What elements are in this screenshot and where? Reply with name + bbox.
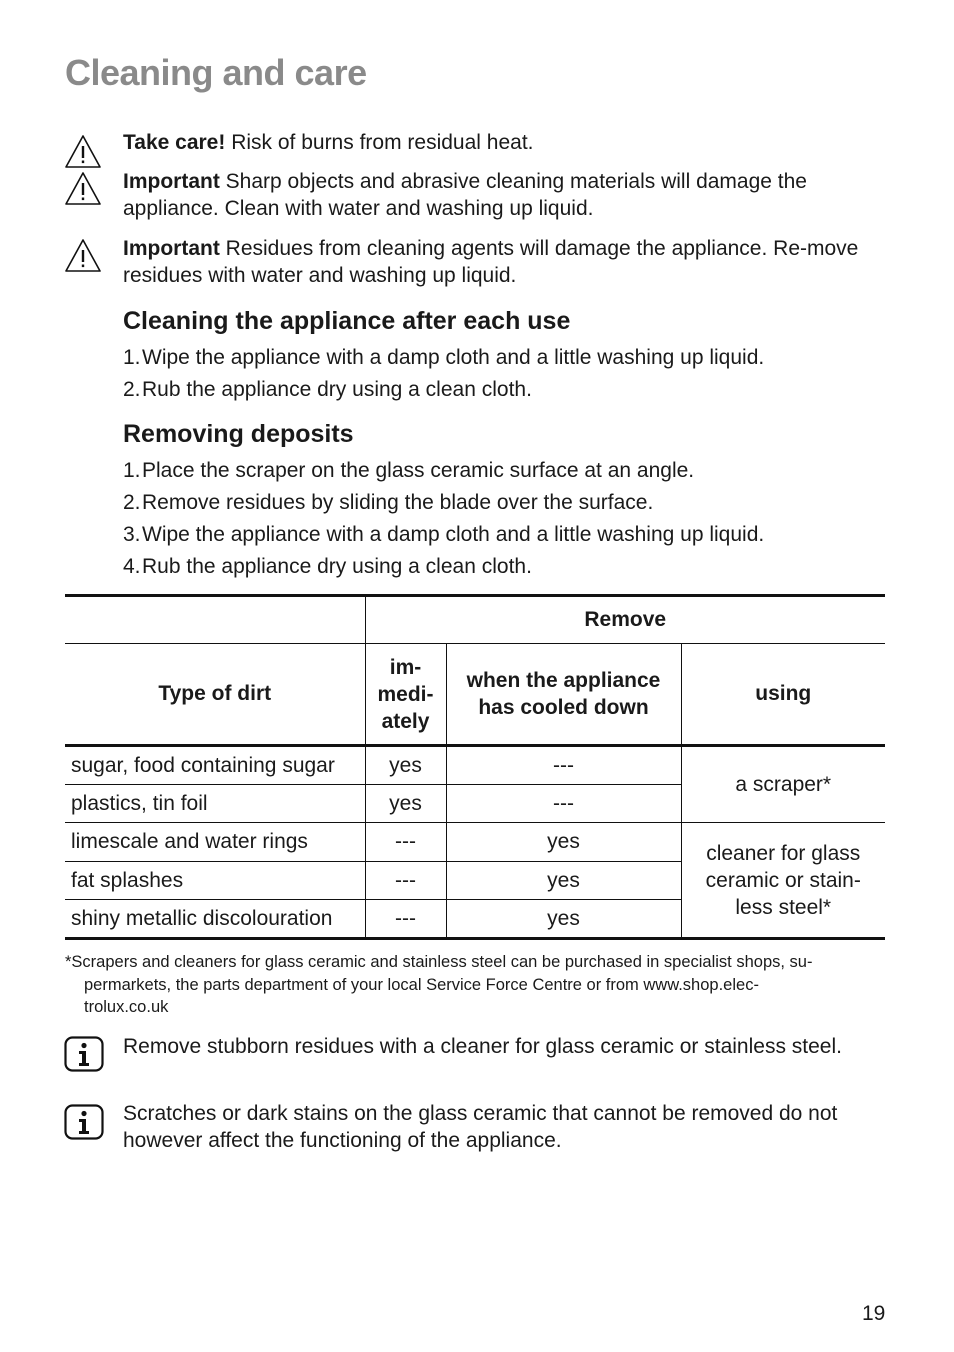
cell-cooled: yes (446, 900, 681, 939)
cell-dirt: plastics, tin foil (71, 791, 208, 815)
info-icon (64, 1036, 104, 1072)
section-heading: Cleaning the appliance after each use (123, 307, 571, 335)
cell-immediately: yes (365, 785, 446, 823)
info-icon (64, 1104, 104, 1140)
cell-dirt: sugar, food containing sugar (71, 753, 335, 777)
column-header-type: Type of dirt (158, 682, 272, 705)
list-item: 2.Remove residues by sliding the blade over the surface. (123, 491, 654, 514)
column-header-cooled: when the appliance has cooled down (446, 644, 681, 746)
cell-dirt: fat splashes (71, 868, 184, 892)
list-item: 4.Rub the appliance dry using a clean cloth. (123, 555, 532, 578)
cleaning-table (65, 594, 885, 940)
page-title: Cleaning and care (65, 52, 367, 93)
table-row (65, 746, 885, 785)
remove-group-header: Remove (365, 596, 885, 644)
list-item: 2.Rub the appliance dry using a clean cloth. (123, 378, 532, 401)
warning-triangle-icon (64, 134, 102, 170)
warning-triangle-icon (64, 171, 102, 207)
footnote: *Scrapers and cleaners for glass ceramic and stainless steel can be purchased in specialist shops, su- permarkets, the parts department of your local Service Force Centre or from www.shop.elec- trolux.co.uk (65, 953, 813, 1016)
section-heading: Removing deposits (123, 420, 354, 448)
cell-immediately: --- (365, 862, 446, 900)
warning-note: Take care! Risk of burns from residual heat. (123, 131, 534, 154)
column-header-using: using (681, 644, 885, 746)
column-header-immediately: im- medi- ately (365, 644, 446, 746)
cell-dirt: limescale and water rings (71, 830, 308, 853)
page-number: 19 (862, 1302, 886, 1325)
cell-dirt: shiny metallic discolouration (71, 906, 333, 930)
list-item: 3.Wipe the appliance with a damp cloth and a little washing up liquid. (123, 523, 765, 546)
list-item: 1.Wipe the appliance with a damp cloth and a little washing up liquid. (123, 346, 765, 369)
cell-using: cleaner for glass ceramic or stain- less steel* (681, 823, 885, 939)
cell-immediately: --- (365, 823, 446, 862)
info-note: Scratches or dark stains on the glass ceramic that cannot be removed do not however affect the functioning of the appliance. (123, 1102, 838, 1152)
cell-cooled: yes (446, 823, 681, 862)
cell-cooled: --- (446, 746, 681, 785)
info-note: Remove stubborn residues with a cleaner for glass ceramic or stainless steel. (123, 1035, 842, 1058)
cell-using: a scraper* (681, 746, 885, 823)
cell-immediately: yes (365, 746, 446, 785)
table-row (65, 823, 885, 862)
cell-cooled: --- (446, 785, 681, 823)
warning-note: Important Residues from cleaning agents will damage the appliance. Re-move residues with water and washing up liquid. (123, 237, 859, 287)
cell-immediately: --- (365, 900, 446, 939)
warning-triangle-icon (64, 238, 102, 274)
warning-note: Important Sharp objects and abrasive cleaning materials will damage the appliance. Clean with water and washing up liquid. (123, 170, 807, 220)
list-item: 1.Place the scraper on the glass ceramic surface at an angle. (123, 459, 695, 482)
cell-cooled: yes (446, 862, 681, 900)
